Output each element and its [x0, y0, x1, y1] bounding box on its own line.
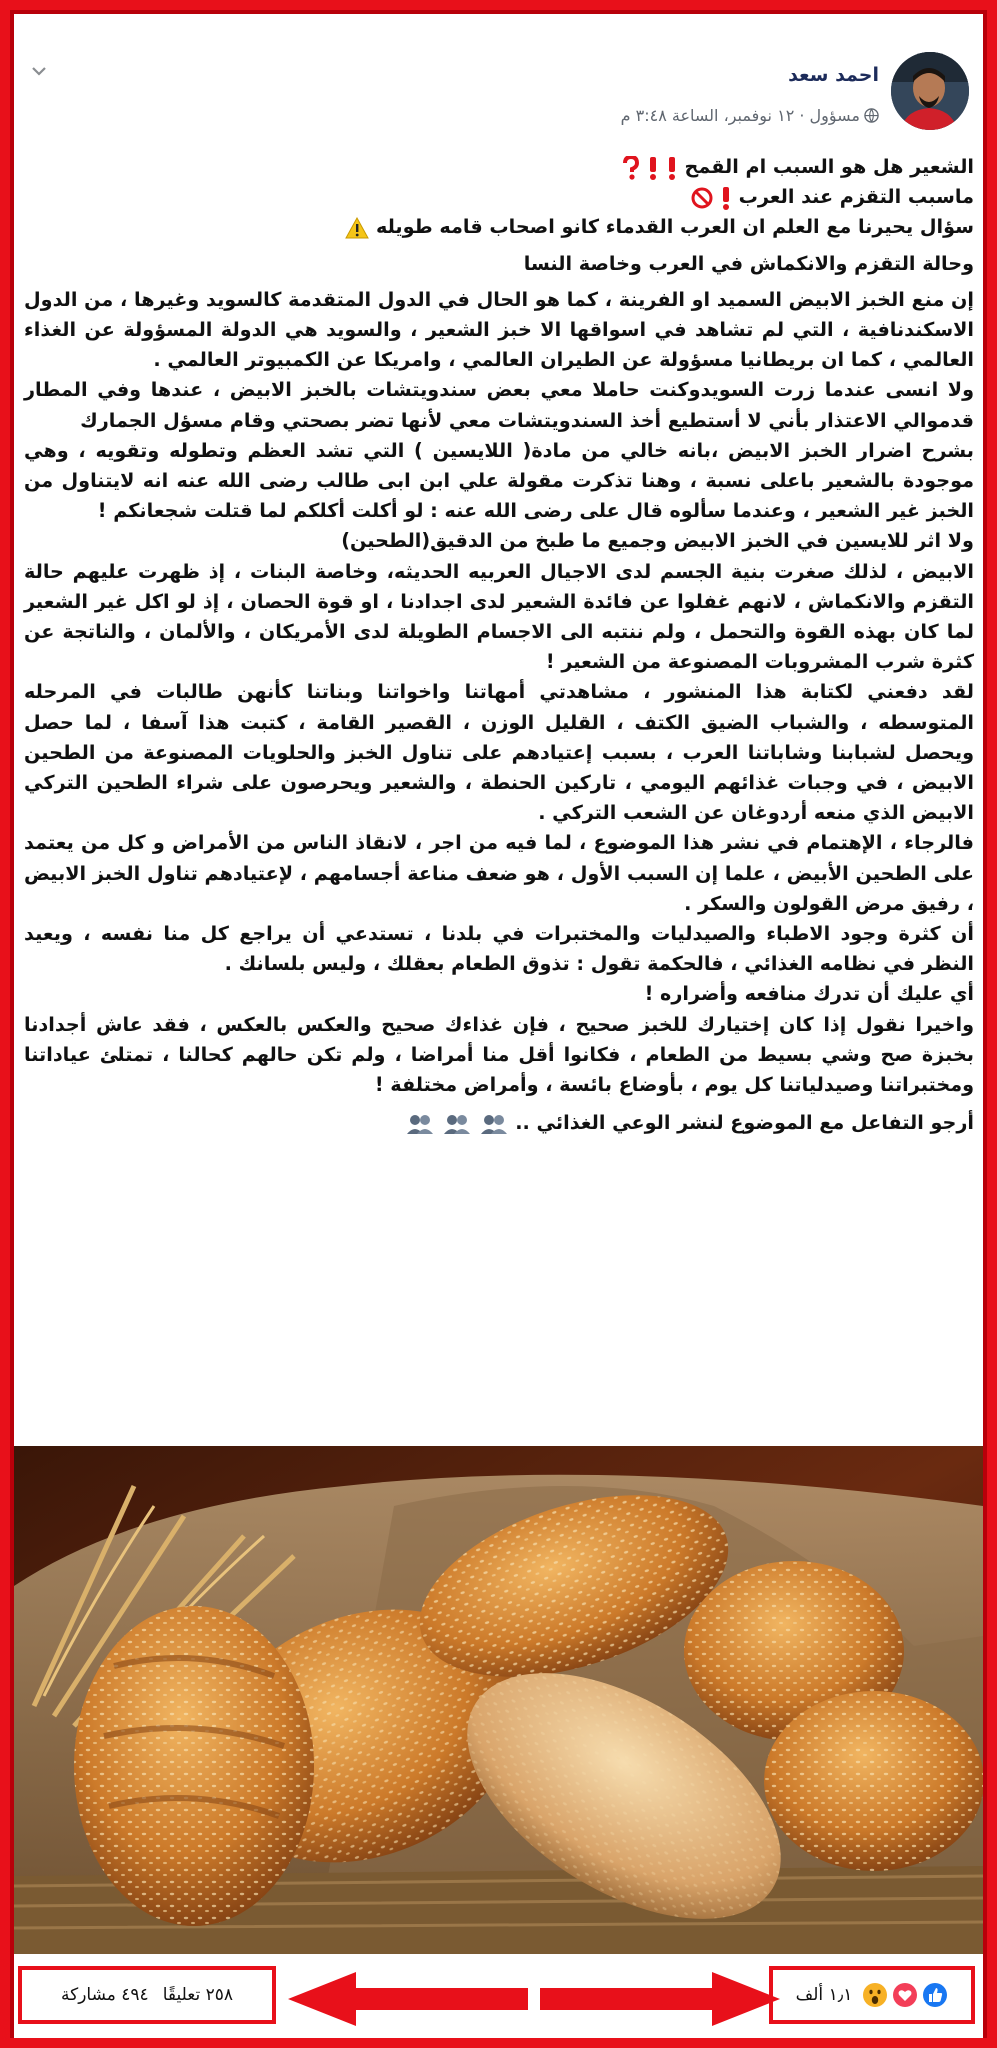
post-header [14, 14, 983, 149]
globe-icon [864, 108, 879, 123]
like-icon [922, 1982, 948, 2008]
people-icon [479, 1112, 509, 1136]
post-paragraph: الابيض ، لذلك صغرت بنية الجسم لدى الاجيال العربيه الحديثه، وخاصة البنات ، إذ ظهرت عليهم حالة التقزم والانكماش ، لانهم غفلوا عن فائدة الشعير لدى اجدادنا ، او قوة الحصان ، إذ لو اكل غير الشعير لما كان بهذه القوة والتحمل ، ولم ننتبه الى الاجسام الطويلة لدى الأمريكان ، والألمان ، والناتجة عن كثرة شرب المشروبات المصنوعة من الشعير ! [24, 559, 974, 674]
post-line: سؤال يحيرنا مع العلم ان العرب القدماء كانو اصحاب قامه طويله [24, 212, 974, 242]
post-paragraph: أي عليك أن تدرك منافعه وأضراره ! [644, 982, 974, 1006]
post-paragraph: لقد دفعني لكتابة هذا المنشور ، مشاهدتي أمهاتنا واخواتنا وبناتنا كأنهن طالبات في المرحله المتوسطه ، والشباب الضيق الكتف ، القليل الوزن ، القصير القامة ، كتبت هذا آسفا ، لما حصل ويحصل لشبابنا وشاباتنا العرب ، بسبب إعتيادهم على تناول الخبز والحلويات المصنوعة من الطحين الابيض ، في وجبات غذائهم اليومي ، تاركين الحنطة ، والشعير ويحرصون على شراء الطحين التركي الابيض الذي منعه أردوغان عن الشعب التركي . [24, 680, 974, 825]
post-line: ماسبب التقزم عند العرب [24, 182, 974, 212]
post-timestamp[interactable]: مسؤول · ١٢ نوفمبر، الساعة ٣:٤٨ م [620, 106, 860, 125]
post-paragraph: فالرجاء ، الإهتمام في نشر هذا الموضوع ، لما فيه من اجر ، لانقاذ الناس من الأمراض و كل من يعتمد على الطحين الأبيض ، علما إن السبب الأول ، هو ضعف مناعة أجسامهم ، لإعتيادهم تناول الخبز الابيض ، رفيق مرض القولون والسكر . [24, 831, 974, 915]
wow-icon [862, 1982, 888, 2008]
love-icon [892, 1982, 918, 2008]
red-exclamation-icon [720, 186, 732, 210]
red-exclamation-icon [666, 156, 678, 180]
post-footer [14, 1956, 983, 2038]
red-arrow-left [284, 1970, 534, 2028]
post-meta [621, 106, 879, 125]
post-paragraph: إن منع الخبز الابيض السميد او الفرينة ، كما هو الحال في الدول المتقدمة كالسويد وغيرها ، من الدول الاسكندنافية ، التي لم تشاهد في اسواقها الا خبز الشعير ، والسويد هي الدولة المسؤولة عن الغذاء العالمي ، كما ان بريطانيا مسؤولة عن الطيران العالمي ، وامريكا عن الكمبيوتر العالمي . [24, 287, 974, 372]
post-closing: أرجو التفاعل مع الموضوع لنشر الوعي الغذائي .. [24, 1108, 974, 1138]
post-frame [10, 10, 987, 2038]
post-paragraph: واخيرا نقول إذا كان إختيارك للخبز صحيح ، فإن غذاءك صحيح والعكس بالعكس ، فقد عاش أجدادنا بخبزة صح وشي بسيط من الطعام ، فكانوا أقل منا أمراضا ، ولم تكن حالهم كحالنا ، تمتلئ عياداتنا ومختبراتنا وصيدلياتنا كل يوم ، بأوضاع بائسة ، وأمراض مختلفة ! [24, 1012, 974, 1097]
post-text [24, 152, 974, 1139]
people-icon [405, 1112, 435, 1136]
avatar[interactable] [891, 52, 969, 130]
chevron-down-icon[interactable] [28, 60, 50, 82]
post-paragraph: أن كثرة وجود الاطباء والصيدليات والمختبرات في بلدنا ، تستدعي أن يراجع كل منا نفسه ، ويعيد النظر في نظامه الغذائي ، فالحكمة تقول : تذوق الطعام بعقلك ، وليس بلسانك . [24, 922, 974, 976]
red-arrow-right [534, 1970, 784, 2028]
author-name[interactable]: احمد سعد [788, 64, 879, 86]
reactions-count[interactable]: ١٫١ ألف [795, 1985, 853, 2005]
reactions-summary[interactable] [769, 1966, 975, 2024]
post-paragraph: بشرح اضرار الخبز الابيض ،بانه خالي من مادة( اللايسين ) التي تشد العظم وتطوله وتقويه ، وهي موجودة بالشعير باعلى نسبة ، وهنا تذكرت مقولة علي ابن ابى طالب رضى الله عنه انه لايتناول من الخبز غير الشعير ، وعندما سألوه قال على رضى الله عنه : لو أكلت أكلكم لما قتلت شجعانكم ! [24, 438, 974, 523]
post-photo-bread[interactable] [14, 1446, 983, 1954]
red-exclamation-icon [647, 156, 659, 180]
shares-count[interactable]: ٤٩٤ مشاركة [61, 1985, 149, 2005]
engagement-counts [18, 1966, 276, 2024]
post-paragraph: ولا انسى عندما زرت السويدوكنت حاملا معي بعض سندويتشات بالخبز الابيض ، عندها وفي المطار قدموالي الاعتذار بأني لا أستطيع أخذ السندويتشات معي لأنها تضر بصحتي وقام مسؤل الجمارك [24, 378, 974, 432]
post-line: الشعير هل هو السبب ام القمح [24, 152, 974, 182]
post-line: وحالة التقزم والانكماش في العرب وخاصة النسا [523, 251, 974, 275]
red-question-icon [622, 156, 640, 180]
warning-icon [345, 217, 369, 239]
prohibited-icon [691, 187, 713, 209]
people-icon [442, 1112, 472, 1136]
comments-count[interactable]: ٢٥٨ تعليقًا [162, 1985, 233, 2005]
post-paragraph: ولا اثر للايسين في الخبز الابيض وجميع ما طبخ من الدقيق(الطحين) [341, 529, 974, 553]
